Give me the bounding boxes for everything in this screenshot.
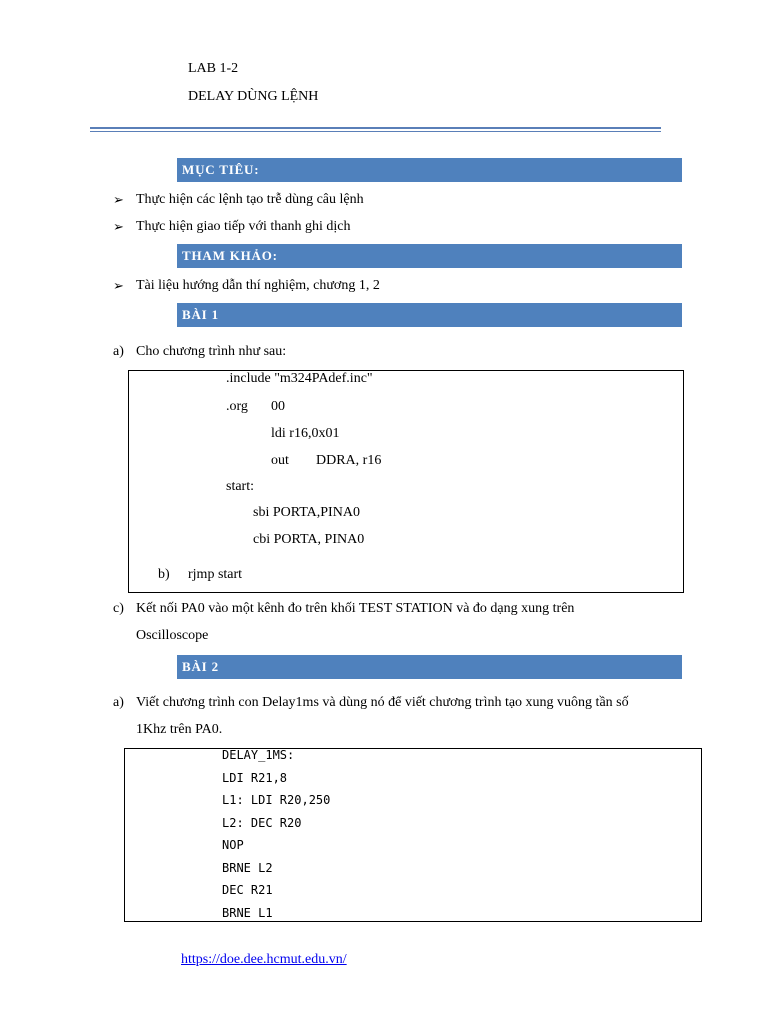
item-label-a: a) [113,344,124,359]
code-line: NOP [222,838,244,852]
arrow-bullet-icon: ➢ [113,278,124,293]
code-line-include: .include "m324PAdef.inc" [226,371,373,386]
code-box-bai-1 [128,370,684,593]
arrow-bullet-icon: ➢ [113,192,124,207]
lab-number: LAB 1-2 [188,61,239,76]
code-line: BRNE L1 [222,906,273,920]
code-line-start: start: [226,479,254,494]
objective-item: Thực hiện giao tiếp với thanh ghi dịch [136,219,351,234]
code-line: L1: LDI R20,250 [222,793,331,807]
code-line-out-args: DDRA, r16 [316,453,382,468]
code-line: DELAY_1MS: [222,748,295,762]
exercise-text: Cho chương trình như sau: [136,344,287,359]
code-line: L2: DEC R20 [222,816,302,830]
code-box-bai-2 [124,748,702,922]
arrow-bullet-icon: ➢ [113,219,124,234]
header-rule [90,127,661,129]
exercise-text: 1Khz trên PA0. [136,722,223,737]
exercise-text: Kết nối PA0 vào một kênh đo trên khối TEST STATION và đo dạng xung trên [136,601,575,616]
code-line: BRNE L2 [222,861,273,875]
item-label-c: c) [113,601,124,616]
exercise-text: Oscilloscope [136,628,209,643]
item-label-a: a) [113,695,124,710]
section-heading-tham-khao: THAM KHẢO: [177,244,682,268]
objective-item: Thực hiện các lệnh tạo trễ dùng câu lệnh [136,192,364,207]
code-line-out: out [271,453,289,468]
exercise-text: Viết chương trình con Delay1ms và dùng nó để viết chương trình tạo xung vuông tần số [136,695,629,710]
header-rule-thin [90,131,661,132]
code-line: LDI R21,8 [222,771,288,785]
reference-item: Tài liệu hướng dẫn thí nghiệm, chương 1, 2 [136,278,380,293]
code-line-org-value: 00 [271,399,285,414]
code-line-ldi: ldi r16,0x01 [271,426,340,441]
document-title: DELAY DÙNG LỆNH [188,89,319,104]
section-heading-bai-2: BÀI 2 [177,655,682,679]
section-heading-bai-1: BÀI 1 [177,303,682,327]
section-heading-muc-tieu: MỤC TIÊU: [177,158,682,182]
code-line-cbi: cbi PORTA, PINA0 [253,532,365,547]
footer-link[interactable]: https://doe.dee.hcmut.edu.vn/ [181,952,347,967]
code-line-sbi: sbi PORTA,PINA0 [253,505,360,520]
item-label-b: b) [158,567,170,582]
code-line-rjmp: rjmp start [188,567,243,582]
code-line-org: .org [226,399,248,414]
code-line: DEC R21 [222,883,273,897]
